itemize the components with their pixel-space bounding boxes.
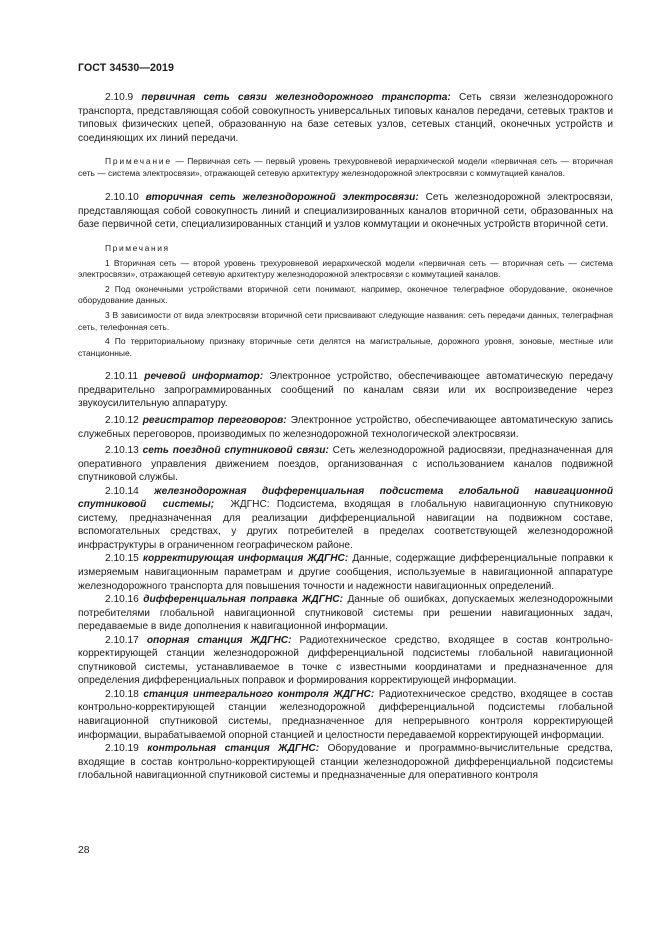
- term-number: 2.10.10: [105, 192, 139, 204]
- term-number: 2.10.16: [105, 594, 139, 606]
- term-definition: Сеть железнодорожной радиосвязи, предназначенная для оперативного управления движением поездов, организованная с использованием каналов подвижной спутниковой службы.: [78, 445, 613, 484]
- term-title: железнодорожная дифференциальная подсистема глобальной навигационной спутниковой системы;: [78, 485, 613, 511]
- term-title: опорная станция ЖДГНС:: [146, 634, 292, 646]
- note-label: Примечание: [105, 156, 172, 167]
- term-title: речевой информатор:: [144, 371, 264, 383]
- term-definition: Оборудование и программно-вычислительные средства, входящие в состав контрольно-корректирующей станции железнодорожной дифференциальной подсистемы глобальной навигационной спутниковой системы и предназначенные для оперативного контроля: [78, 743, 613, 782]
- term-entry-2-10-16: [78, 593, 613, 634]
- term-number: 2.10.12: [105, 415, 139, 426]
- notes-heading: Примечания: [105, 243, 170, 254]
- page-content: [78, 91, 613, 783]
- term-number: 2.10.18: [105, 688, 139, 700]
- term-entry-2-10-11: [78, 370, 613, 411]
- page-header-doc-code: ГОСТ 34530—2019: [78, 62, 175, 74]
- term-definition: Радиотехническое средство, входящее в состав контрольно-корректирующей станции железнодорожной дифференциальной подсистемы глобальной навигационной спутниковой системы, устанавливаемое в точке с известными координатами и предназначенное для определения дифференциальных поправок и формирования корректирующей информации.: [78, 634, 613, 687]
- term-entry-2-10-15: [78, 552, 613, 593]
- term-definition: Данные об ошибках, допускаемых железнодорожными потребителями глобальной навигационной спутниковой системы при решении навигационных задач, передаваемые в виде дополнения к навигационной информации.: [78, 594, 613, 633]
- term-title: сеть поездной спутниковой связи:: [142, 445, 329, 457]
- term-entry-2-10-9: [78, 91, 613, 145]
- term-number: 2.10.13: [105, 445, 139, 457]
- page-number: 28: [78, 845, 90, 856]
- term-entry-2-10-17: [78, 634, 613, 688]
- note-item: 3 В зависимости от вида электросвязи вторичной сети присваивают следующие названия: сеть передачи данных, телеграфная сеть, телефонная сеть.: [78, 309, 613, 332]
- term-title: контрольная станция ЖДГНС:: [147, 743, 320, 755]
- term-number: 2.10.11: [105, 371, 139, 383]
- term-title: регистратор переговоров:: [142, 415, 287, 426]
- term-entry-2-10-18: [78, 688, 613, 742]
- term-title: станция интегрального контроля ЖДГНС:: [143, 688, 375, 700]
- term-title: вторичная сеть железнодорожной электросвязи:: [145, 192, 419, 204]
- term-entry-2-10-12: [78, 414, 613, 441]
- term-definition: Электронное устройство, обеспечивающее автоматическую запись служебных переговоров, производимых по железнодорожной технологической электросвязи.: [78, 415, 613, 440]
- term-title: первичная сеть связи железнодорожного транспорта:: [141, 92, 451, 103]
- note-item: 4 По территориальному признаку вторичные сети делятся на магистральные, дорожного уровня, зоновые, местные или станционные.: [78, 336, 613, 358]
- term-entry-2-10-13: [78, 444, 613, 485]
- term-entry-2-10-19: [78, 742, 613, 783]
- term-number: 2.10.9: [105, 92, 134, 103]
- term-title: дифференциальная поправка ЖДГНС:: [143, 594, 343, 606]
- note-item: 1 Вторичная сеть — второй уровень трехуровневой иерархической модели «первичная сеть — вторичная сеть — система электросвязи», отражающей сетевую архитектуру железнодорожной электросвязи с коммутацией каналов.: [78, 257, 613, 280]
- term-definition: Данные, содержащие дифференциальные поправки к измеряемым навигационным параметрам и другие сообщения, используемые в навигационной аппаратуре железнодорожного транспорта для повышения точности и надежности навигационных определений.: [78, 553, 613, 592]
- note-text: — Первичная сеть — первый уровень трехуровневой иерархической модели «первичная сеть — вторичная сеть — система электросвязи», отражающей сетевую архитектуру железнодорожной электросвязи с коммутацией каналов.: [78, 156, 613, 178]
- term-number: 2.10.14: [105, 485, 139, 497]
- term-definition: Сеть связи железнодорожного транспорта, представляющая собой совокупность универсальных типовых каналов передачи, сетевых трактов и типовых физических цепей, образованную на базе сетевых узлов, сетевых станций, оконечных устройств и соединяющих их линий передачи.: [78, 92, 613, 144]
- term-definition: ЖДГНС: Подсистема, входящая в глобальную навигационную спутниковую систему, предназначенная для реализации дифференциальной навигации на подвижном составе, вспомогательных средствах, у других потребителей в пределах соответствующей железнодорожной инфраструктуры в ограниченном географическом районе.: [78, 499, 613, 551]
- term-entry-2-10-14: [78, 485, 613, 553]
- term-number: 2.10.15: [105, 553, 139, 565]
- term-definition: Радиотехническое средство, входящее в состав контрольно-корректирующей станции железнодорожной дифференциальной подсистемы глобальной навигационной спутниковой системы, предназначенное для непрерывного контроля корректирующей информации, вырабатываемой опорной станцией и целостности передаваемой корректирующей информации.: [78, 688, 613, 741]
- term-definition: Электронное устройство, обеспечивающее автоматическую передачу предварительно запрограммированных сообщений по каналам связи или их воспроизведение через звукоусилительную аппаратуру.: [78, 371, 613, 410]
- note-item: 2 Под оконечными устройствами вторичной сети понимают, например, оконечное телеграфное оборудование, оконечное оборудование данных.: [78, 283, 613, 306]
- term-entry-2-10-10: [78, 191, 613, 232]
- term-number: 2.10.19: [105, 743, 139, 755]
- note-2-10-9: [78, 156, 613, 179]
- term-title: корректирующая информация ЖДГНС:: [142, 553, 349, 565]
- term-definition: Сеть железнодорожной электросвязи, представляющая собой совокупность линий и специализированных каналов вторичной сети, образованных на базе первичной сети, специализированных станций и узлов коммутации и оконечных устройств вторичной сети.: [78, 192, 613, 231]
- term-number: 2.10.17: [105, 634, 139, 646]
